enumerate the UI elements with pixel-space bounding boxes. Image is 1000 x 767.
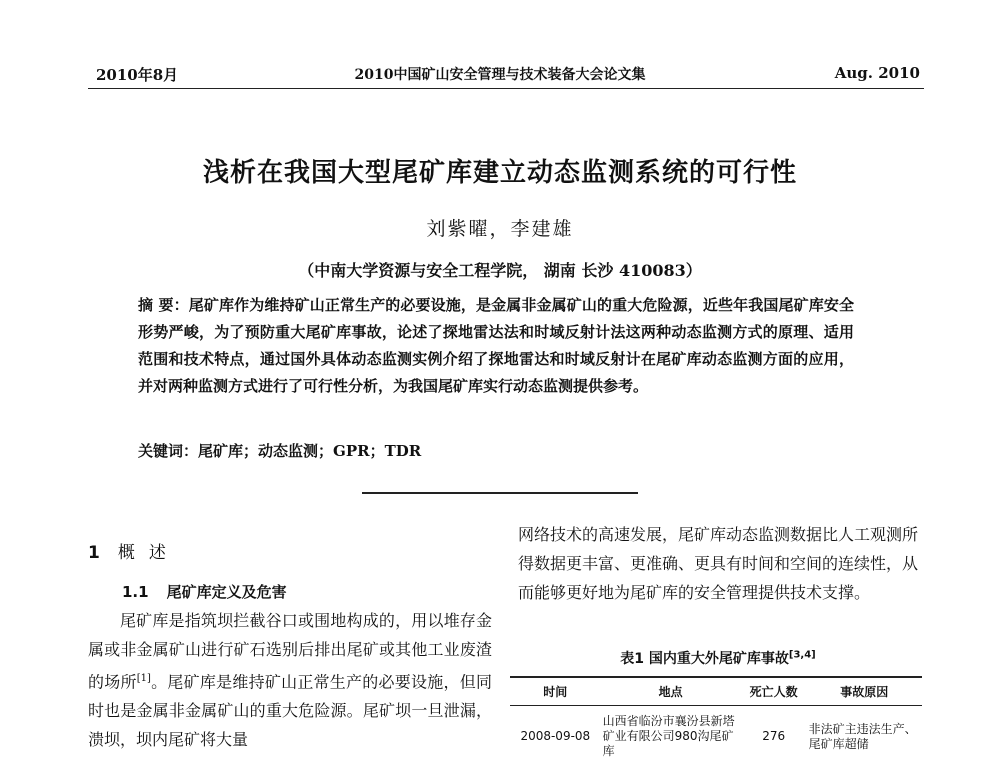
abstract [138,292,854,400]
keywords-text: 尾矿库；动态监测；GPR；TDR [198,442,421,460]
section-title: 概述 [118,543,180,563]
table-caption [518,648,918,668]
left-body-text-2: 。尾矿库是维持矿山正常生产的必要设施，但同时也是金属非金属矿山的重大危险源。尾矿坝一旦泄漏，溃坝，坝内尾矿将大量 [88,672,492,749]
keywords-label: 关键词： [138,442,198,460]
header-rule [88,88,924,89]
paper-title: 浅析在我国大型尾矿库建立动态监测系统的可行性 [0,152,1000,189]
table-caption-citation: [3,4] [789,649,816,660]
table-row [510,706,922,767]
paper-affiliation: （中南大学资源与安全工程学院， 湖南 长沙 410083） [0,258,1000,281]
accident-table [510,676,922,767]
table-caption-text: 表1 国内重大外尾矿库事故 [620,651,789,667]
cell-date: 2008-09-08 [510,706,601,767]
subsection-title: 尾矿库定义及危害 [167,583,287,601]
abstract-text: 尾矿库作为维持矿山正常生产的必要设施，是金属非金属矿山的重大危险源，近些年我国尾矿库安全形势严峻，为了预防重大尾矿库事故，论述了探地雷达法和时域反射计法这两种动态监测方式的原理、适用范围和技术特点，通过国外具体动态监测实例介绍了探地雷达和时域反射计在尾矿库动态监测方面的应用，并对两种监测方式进行了可行性分析，为我国尾矿库实行动态监测提供参考。 [138,296,854,395]
abstract-divider [362,492,638,494]
subsection-heading-1-1 [122,581,287,602]
running-header-date-en: Aug. 2010 [835,64,920,82]
cell-location: 山西省临汾市襄汾县新塔矿业有限公司980沟尾矿库 [601,706,741,767]
subsection-number: 1.1 [122,583,149,601]
left-column-body [88,606,492,754]
right-column-body: 网络技术的高速发展，尾矿库动态监测数据比人工观测所得数据更丰富、更准确、更具有时间和空间的连续性，从而能够更好地为尾矿库的安全管理提供技术支撑。 [518,520,918,607]
col-header-cause: 事故原因 [807,677,922,706]
running-header-date: 2010年8月 [96,64,178,85]
section-heading-1 [88,538,180,563]
cell-cause: 非法矿主违法生产、尾矿库超储 [807,706,922,767]
left-body-text-1: 尾矿库是指筑坝拦截谷口或围地构成的，用以堆存金属或非金属矿山进行矿石选别后排出尾矿或其他工业废渣的场所 [88,611,492,691]
abstract-label: 摘 要： [138,296,189,314]
col-header-location: 地点 [601,677,741,706]
col-header-date: 时间 [510,677,601,706]
section-number: 1 [88,543,100,563]
citation-1: [1] [137,673,151,684]
cell-deaths: 276 [741,706,807,767]
running-header-proceedings: 2010中国矿山安全管理与技术装备大会论文集 [0,64,1000,84]
paper-authors: 刘紫曜，李建雄 [0,214,1000,241]
keywords [138,440,854,461]
col-header-deaths: 死亡人数 [741,677,807,706]
